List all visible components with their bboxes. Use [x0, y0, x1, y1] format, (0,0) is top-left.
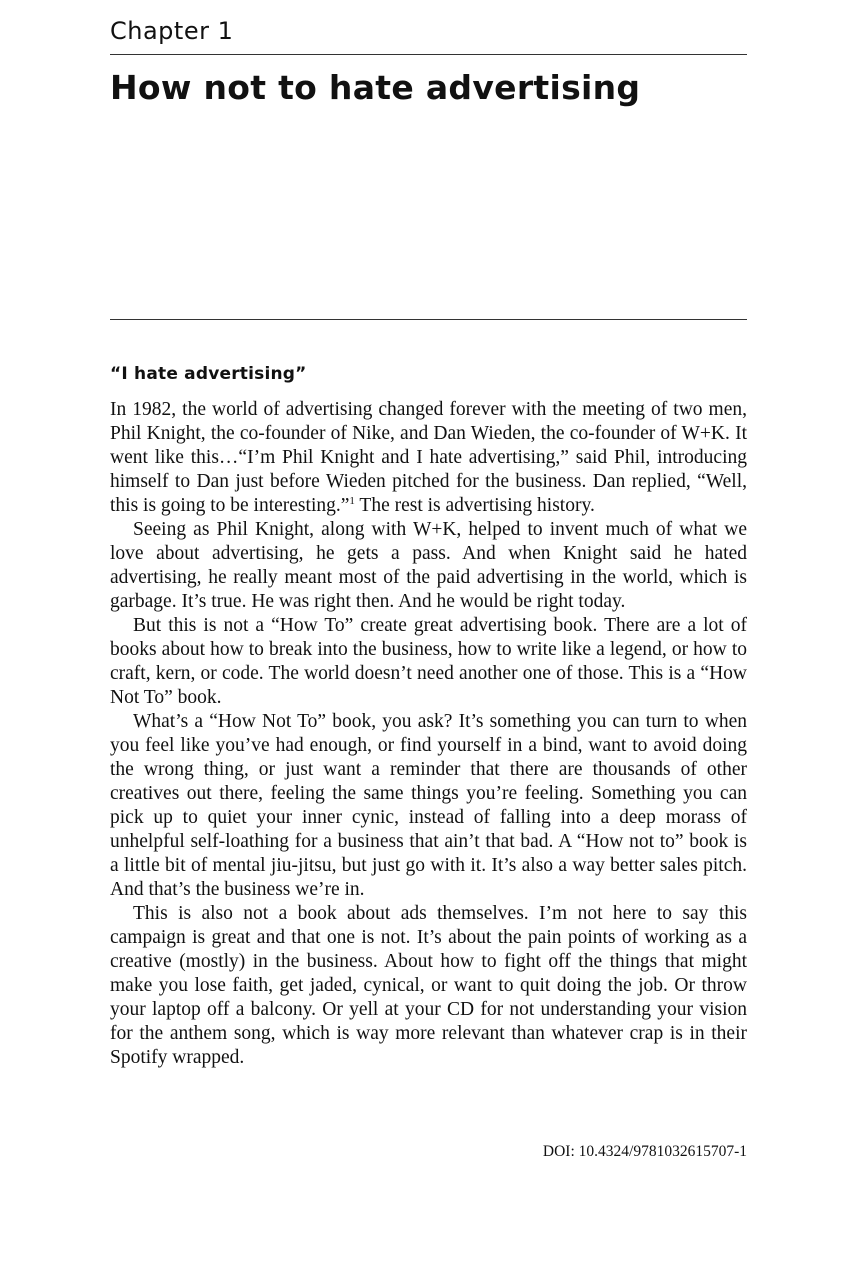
paragraph-1-continuation: The rest is advertising history. [354, 495, 595, 516]
paragraph-1 [110, 398, 747, 518]
chapter-title: How not to hate advertising [110, 68, 641, 107]
chapter-rule-top [110, 54, 747, 55]
chapter-label: Chapter 1 [110, 17, 234, 45]
section-heading: “I hate advertising” [110, 364, 307, 384]
footnote-marker[interactable]: 1 [349, 495, 355, 507]
paragraph-5: This is also not a book about ads themselves. I’m not here to say this campaign is great and that one is not. It’s about the pain points of working as a creative (mostly) in the business. About how to fight off the things that might make you lose faith, get jaded, cynical, or want to quit doing the job. Or throw your laptop off a balcony. Or yell at your CD for not understanding your vision for the anthem song, which is way more relevant than whatever crap is in their Spotify wrapped. [110, 903, 747, 1068]
paragraph-2: Seeing as Phil Knight, along with W+K, helped to invent much of what we love about advertising, he gets a pass. And when Knight said he hated advertising, he really meant most of the paid advertising in the world, which is garbage. It’s true. He was right then. And he would be right today. [110, 519, 747, 612]
paragraph-4: What’s a “How Not To” book, you ask? It’s something you can turn to when you feel like you’ve had enough, or find yourself in a bind, want to avoid doing the wrong thing, or just want a reminder that there are thousands of other creatives out there, feeling the same things you’re feeling. Something you can pick up to quiet your inner cynic, instead of falling into a deep morass of unhelpful self-loathing for a business that ain’t that bad. A “How not to” book is a little bit of mental jiu-jitsu, but just go with it. It’s also a way better sales pitch. And that’s the business we’re in. [110, 711, 747, 900]
paragraph-3: But this is not a “How To” create great advertising book. There are a lot of books about how to break into the business, how to write like a legend, or how to craft, kern, or code. The world doesn’t need another one of those. This is a “How Not To” book. [110, 615, 747, 708]
paragraph-1-text: In 1982, the world of advertising changed forever with the meeting of two men, Phil Knight, the co-founder of Nike, and Dan Wieden, the co-founder of W+K. It went like this…“I’m Phil Knight and I hate advertising,” said Phil, introducing himself to Dan just before Wieden pitched for the business. Dan replied, “Well, this is going to be interesting.” [110, 399, 747, 516]
chapter-rule-bottom [110, 319, 747, 320]
doi-footer: DOI: 10.4324/9781032615707-1 [542, 1143, 747, 1160]
body-text [110, 398, 747, 1070]
